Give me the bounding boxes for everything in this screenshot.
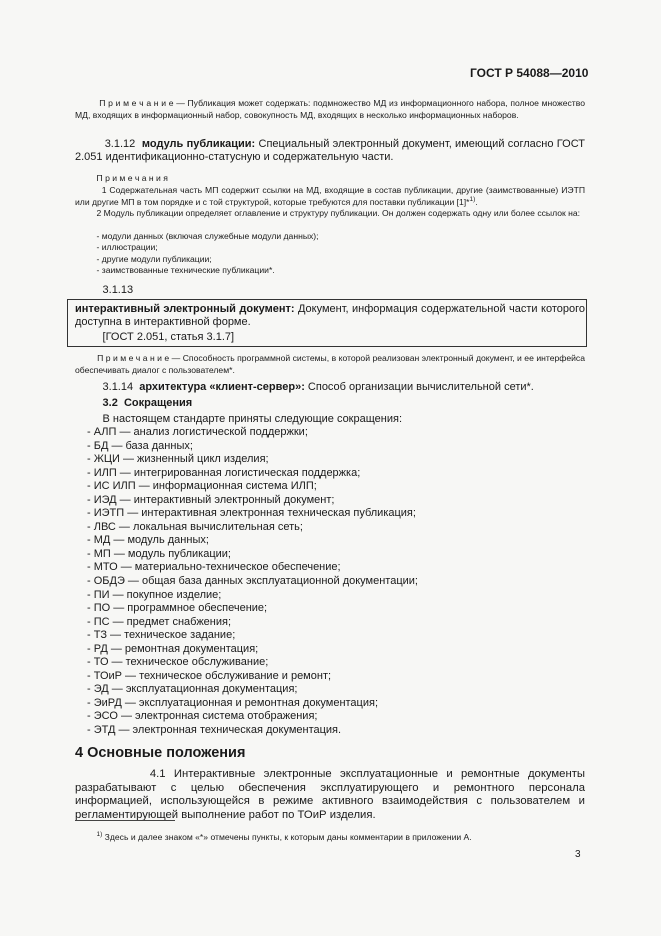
abbreviation-list: [87, 426, 487, 738]
list-item: - ЛВС — локальная вычислительная сеть;: [87, 520, 303, 533]
list-item: - МТО — материально-техническое обеспечение;: [87, 561, 341, 574]
list-item: - ЭСО — электронная система отображения;: [87, 710, 318, 723]
term: интерактивный электронный документ:: [75, 303, 295, 315]
list-item: - ПО — программное обеспечение;: [87, 602, 268, 615]
note-text: — Способность программной системы, в которой реализован электронный документ, и ее интерфейса обеспечивать диалог с пользователем*.: [75, 353, 585, 375]
note-2-item-text: - иллюстрации;: [96, 242, 158, 252]
note-1-text: 1 Содержательная часть МП содержит ссылки на МД, входящие в состав публикации, другие (заимствованные) ИЭТП или другие МП в том порядке и с той структурой, которые требуются для поставки публикации [1]*: [75, 185, 586, 207]
clause-number: 3.1.13: [102, 284, 134, 296]
list-item: - ЭиРД — эксплуатационная и ремонтная документация;: [87, 696, 379, 709]
list-item: - ТОиР — техническое обслуживание и ремонт;: [87, 669, 332, 682]
note-publication: [75, 98, 585, 121]
note-2-item: [75, 254, 585, 266]
note-2-item: [75, 242, 585, 254]
note-1-end: .: [475, 196, 478, 207]
note-2-item: [75, 265, 585, 277]
note-lead: П р и м е ч а н и е: [99, 98, 174, 108]
definition-3-1-14: [75, 381, 585, 394]
list-item: - ОБДЭ — общая база данных эксплуатационной документации;: [87, 575, 418, 588]
clause-number: 3.1.12: [104, 138, 136, 150]
paragraph-text: 4.1 Интерактивные электронные эксплуатационные и ремонтные документы разрабатывают с целью обеспечения эксплуатирующего и ремонтного персонала информацией, использующейся в режиме активного взаимодействия с пользователем и регламентирующей выполнение работ по ТОиР изделия.: [75, 768, 585, 821]
list-item: - ПС — предмет снабжения;: [87, 615, 232, 628]
list-item: - ТЗ — техническое задание;: [87, 629, 236, 642]
note-2-item: [75, 231, 585, 243]
list-item: - ИЭД — интерактивный электронный документ;: [87, 493, 335, 506]
list-item: - МП — модуль публикации;: [87, 547, 231, 560]
note-interactive: [75, 353, 585, 376]
list-item: - МД — модуль данных;: [87, 534, 209, 547]
note-1-content: [75, 185, 585, 208]
footnote-ref: 1): [469, 195, 476, 203]
section-4-heading: 4 Основные положения: [75, 745, 246, 761]
definition-text: Способ организации вычислительной сети*.: [304, 381, 534, 393]
paragraph-4-1: [75, 768, 585, 822]
footnote: [75, 832, 472, 842]
notes-title-text: П р и м е ч а н и я: [96, 173, 168, 183]
list-item: - ЖЦИ — жизненный цикл изделия;: [87, 453, 269, 466]
list-item: - ПИ — покупное изделие;: [87, 588, 222, 601]
standard-header: ГОСТ Р 54088—2010: [470, 66, 589, 80]
term: архитектура «клиент-сервер»:: [139, 381, 305, 393]
abbreviations-intro: [75, 413, 585, 426]
note-2-item-text: - модули данных (включая служебные модули данных);: [96, 231, 319, 241]
list-item: - ЭТД — электронная техническая документация.: [87, 724, 342, 737]
definition-text: Документ, информация содержательной части которого доступна в интерактивной форме.: [75, 303, 585, 329]
definition-3-1-13: [75, 303, 585, 330]
definition-text: Специальный электронный документ, имеющий согласно ГОСТ 2.051 идентификационно-статусную и содержательную части.: [75, 138, 585, 164]
section-number: 3.2: [102, 397, 118, 409]
footnote-divider: [75, 820, 175, 821]
list-item: - ЭД — эксплуатационная документация;: [87, 683, 298, 696]
list-item: - БД — база данных;: [87, 439, 193, 452]
footnote-mark: 1): [96, 831, 103, 839]
intro-text: В настоящем стандарте приняты следующие сокращения:: [102, 413, 403, 425]
section-3-2-heading: [75, 397, 585, 410]
notes-title: [75, 173, 585, 185]
list-item: - АЛП — анализ логистической поддержки;: [87, 426, 308, 438]
definition-reference: [75, 331, 585, 344]
section-title: Сокращения: [123, 397, 193, 409]
footnote-text: Здесь и далее знаком «*» отмечены пункты, к которым даны комментарии в приложении А.: [102, 832, 472, 842]
note-lead: П р и м е ч а н и е: [97, 353, 170, 363]
reference-text: [ГОСТ 2.051, статья 3.1.7]: [102, 331, 235, 343]
note-2-text: 2 Модуль публикации определяет оглавление и структуру публикации. Он должен содержать одну или более ссылок на:: [96, 208, 581, 218]
list-item: - ТО — техническое обслуживание;: [87, 656, 269, 669]
definition-3-1-12: [75, 138, 585, 165]
note-2-content: [75, 208, 585, 220]
note-2-item-text: - другие модули публикации;: [96, 254, 212, 264]
term: модуль публикации:: [141, 138, 256, 150]
clause-3-1-13-number: [75, 284, 585, 297]
list-item: - ИЭТП — интерактивная электронная техническая публикация;: [87, 507, 416, 520]
list-item: - ИЛП — интегрированная логистическая поддержка;: [87, 466, 361, 479]
list-item: - РД — ремонтная документация;: [87, 642, 259, 655]
list-item: - ИС ИЛП — информационная система ИЛП;: [87, 480, 317, 493]
clause-number: 3.1.14: [102, 381, 134, 393]
note-2-item-text: - заимствованные технические публикации*.: [96, 265, 275, 275]
note-text: — Публикация может содержать: подмножество МД из информационного набора, полное множество МД, входящих в информационный набор, совокупность МД, входящих в несколько информационных наборов.: [75, 98, 585, 120]
page-number: 3: [575, 849, 581, 860]
